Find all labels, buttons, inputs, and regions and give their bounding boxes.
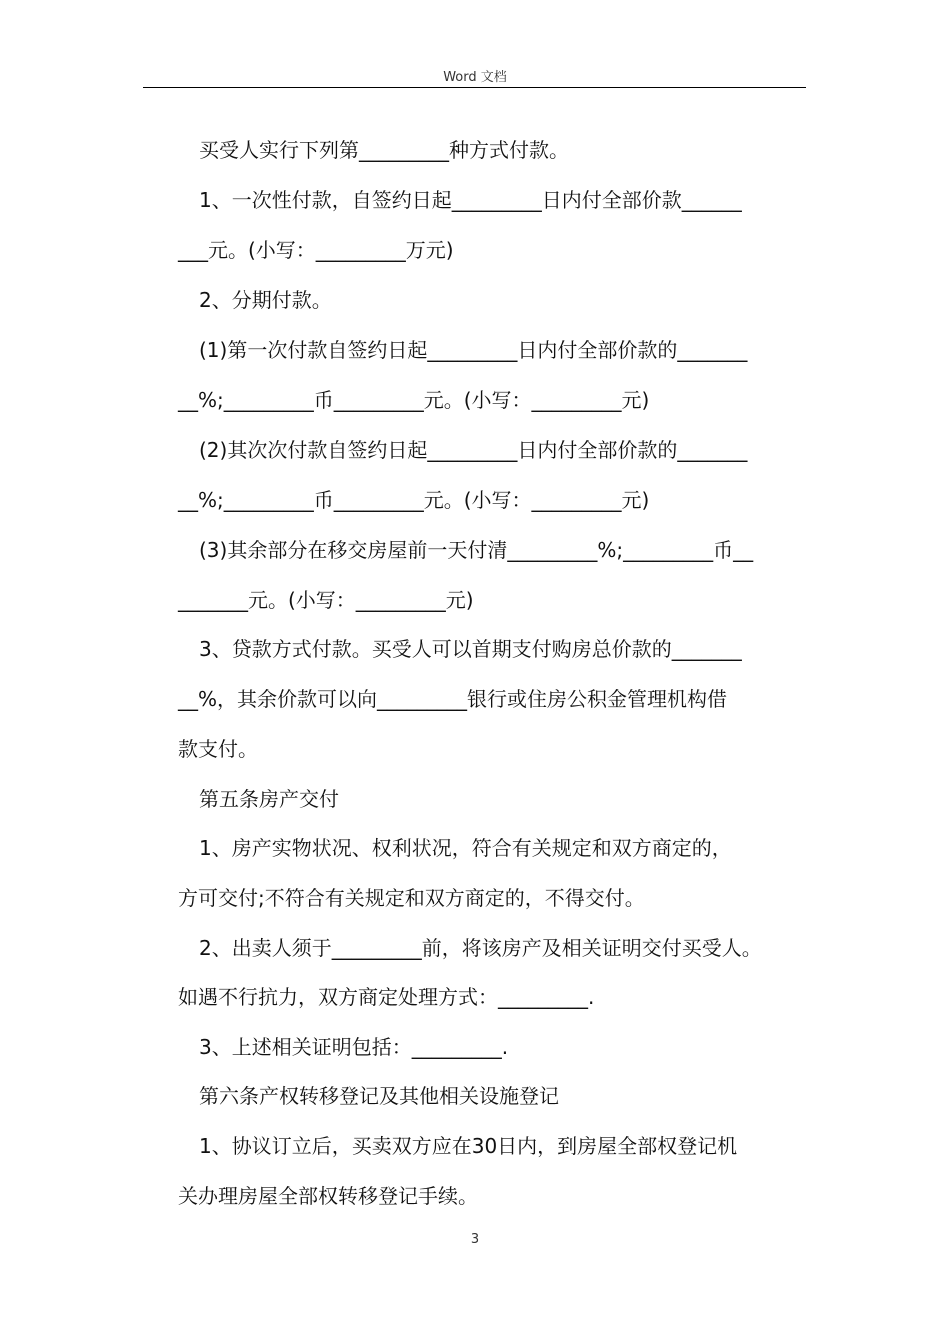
paragraph-line: 如遇不行抗力，双方商定处理方式：_________. [178,985,595,1009]
paragraph-line: 2、分期付款。 [199,288,332,312]
paragraph-line: 买受人实行下列第_________种方式付款。 [199,138,569,162]
paragraph-line: 关办理房屋全部权转移登记手续。 [178,1184,478,1208]
paragraph-line: 1、房产实物状况、权利状况，符合有关规定和双方商定的， [199,836,732,860]
paragraph-line: __%;_________币_________元。(小写：_________元) [178,488,650,512]
paragraph-line: 3、贷款方式付款。买受人可以首期支付购房总价款的_______ [199,637,742,661]
paragraph-line: __%，其余价款可以向_________银行或住房公积金管理机构借 [178,687,728,711]
page-header-title: Word 文档 [443,70,507,85]
paragraph-line: 方可交付;不符合有关规定和双方商定的，不得交付。 [178,886,645,910]
section-heading: 第六条产权转移登记及其他相关设施登记 [199,1084,559,1108]
section-heading: 第五条房产交付 [199,787,339,811]
paragraph-line: (3)其余部分在移交房屋前一天付清_________%;_________币__ [199,538,754,562]
paragraph-line: 3、上述相关证明包括：_________. [199,1035,509,1059]
paragraph-line: 1、一次性付款，自签约日起_________日内付全部价款______ [199,188,742,212]
paragraph-line: (2)其次次付款自签约日起_________日内付全部价款的_______ [199,438,748,462]
paragraph-line: 2、出卖人须于_________前，将该房产及相关证明交付买受人。 [199,936,762,960]
paragraph-line: (1)第一次付款自签约日起_________日内付全部价款的_______ [199,338,748,362]
paragraph-line: 款支付。 [178,737,258,761]
page-number: 3 [470,1232,480,1247]
paragraph-line: 1、协议订立后，买卖双方应在30日内，到房屋全部权登记机 [199,1134,738,1158]
paragraph-line: _______元。(小写：_________元) [178,588,474,612]
paragraph-line: __%;_________币_________元。(小写：_________元) [178,388,650,412]
header-divider [143,87,806,88]
paragraph-line: ___元。(小写：_________万元) [178,238,454,262]
